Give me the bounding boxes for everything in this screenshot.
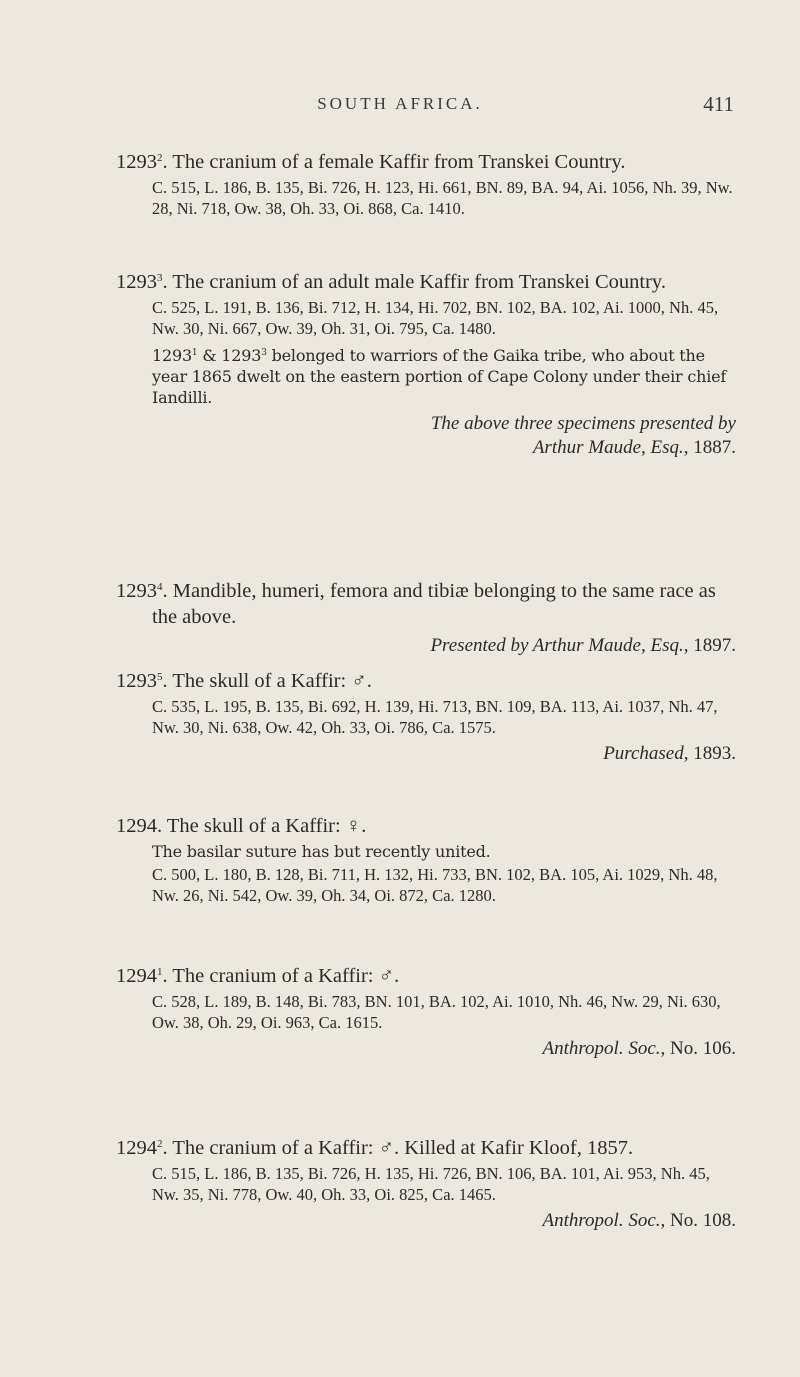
catalogue-entry (116, 574, 736, 658)
entry-measurements: C. 525, L. 191, B. 136, Bi. 712, H. 134, Hi. 702, BN. 102, BA. 102, Ai. 1000, Nh. 45, Nw. 30, Ni. 667, Ow. 39, Oh. 31, Oi. 795, Ca. 1480. (152, 298, 719, 338)
catalogue-entry (116, 145, 736, 219)
entry-heading: 1293$^2$. The cranium of a female Kaffir from Transkei Country. (116, 151, 626, 173)
catalogue-entry (116, 265, 736, 460)
entry-heading: 1294$^2$. The cranium of a Kaffir: ♂. Killed at Kafir Kloof, 1857. (116, 1137, 634, 1159)
entry-measurements: C. 515, L. 186, B. 135, Bi. 726, H. 123, Hi. 661, BN. 89, BA. 94, Ai. 1056, Nh. 39, Nw. 28, Ni. 718, Ow. 38, Oh. 33, Oi. 868, Ca. 1410. (152, 178, 733, 218)
entry-heading: 1294$^1$. The cranium of a Kaffir: ♂. (116, 965, 400, 987)
entry-provenance: Purchased, 1893. (603, 743, 736, 764)
catalogue-entry (116, 813, 736, 906)
entry-heading: 1294. The skull of a Kaffir: ♀. (116, 815, 367, 837)
entry-note: The basilar suture has but recently united. (152, 842, 491, 861)
entry-provenance: The above three specimens presented by Arthur Maude, Esq., 1887. (430, 413, 736, 458)
entry-heading: 1293$^3$. The cranium of an adult male Kaffir from Transkei Country. (116, 271, 666, 293)
catalogue-entry (116, 1131, 736, 1233)
entry-provenance: Anthropol. Soc., No. 108. (542, 1210, 736, 1231)
catalogue-entry (116, 959, 736, 1061)
page-number: 411 (703, 92, 734, 116)
entry-measurements: C. 535, L. 195, B. 135, Bi. 692, H. 139, Hi. 713, BN. 109, BA. 113, Ai. 1037, Nh. 47, Nw. 30, Ni. 638, Ow. 42, Oh. 33, Oi. 786, Ca. 1575. (152, 697, 718, 737)
entry-heading: 1293$^5$. The skull of a Kaffir: ♂. (116, 670, 372, 692)
catalogue-entry (116, 664, 736, 766)
entry-measurements: C. 515, L. 186, B. 135, Bi. 726, H. 135, Hi. 726, BN. 106, BA. 101, Ai. 953, Nh. 45, Nw. 35, Ni. 778, Ow. 40, Oh. 33, Oi. 825, Ca. 1465. (152, 1164, 710, 1204)
entry-measurements: C. 500, L. 180, B. 128, Bi. 711, H. 132, Hi. 733, BN. 102, BA. 105, Ai. 1029, Nh. 48, Nw. 26, Ni. 542, Ow. 39, Oh. 34, Oi. 872, Ca. 1280. (152, 865, 718, 905)
running-head-title: SOUTH AFRICA. (317, 94, 483, 113)
entry-measurements: C. 528, L. 189, B. 148, Bi. 783, BN. 101, BA. 102, Ai. 1010, Nh. 46, Nw. 29, Ni. 630, Ow. 38, Oh. 29, Oi. 963, Ca. 1615. (152, 992, 721, 1032)
entry-provenance: Presented by Arthur Maude, Esq., 1897. (430, 635, 736, 656)
running-head (0, 92, 800, 122)
entry-note: 1293$^1$ & 1293$^3$ belonged to warriors of the Gaika tribe, who about the year 1865 dwelt on the eastern portion of Cape Colony under their chief Iandilli. (152, 346, 727, 407)
entry-provenance: Anthropol. Soc., No. 106. (542, 1038, 736, 1059)
entry-heading: 1293$^4$. Mandible, humeri, femora and tibiæ belonging to the same race as the above. (116, 580, 716, 628)
